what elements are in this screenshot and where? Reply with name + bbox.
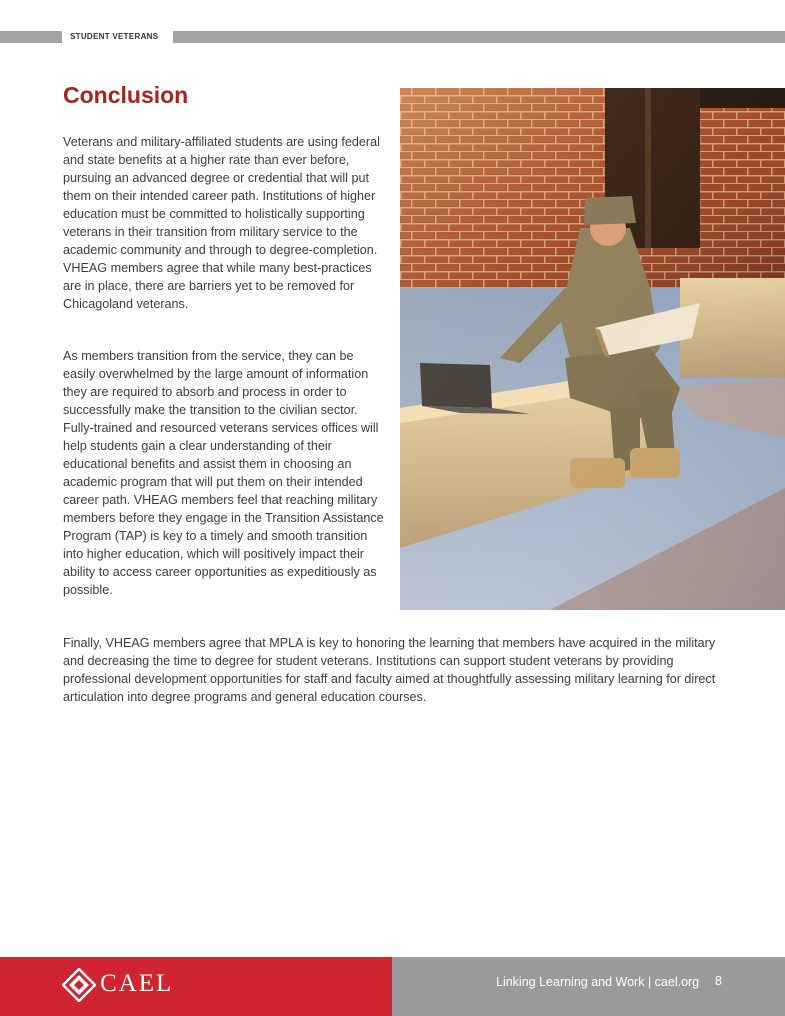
- page-number: 8: [715, 974, 722, 988]
- photo-soldier-laptop: [400, 88, 785, 610]
- header-bar-left: [0, 31, 62, 43]
- page-title: Conclusion: [63, 82, 189, 108]
- section-label: STUDENT VETERANS: [70, 32, 159, 41]
- cael-logo-text: CAEL: [100, 970, 174, 997]
- footer-red-band: [0, 957, 392, 1016]
- paragraph-transition: As members transition from the service, they can be easily overwhelmed by the large amount of information they are required to absorb and process in order to successfully make the transition to the civilian sector. Fully-trained and resourced veterans services offices will help students gain a clear understanding of their educational benefits and assist them in choosing an academic program that will put them on their intended career path. VHEAG members feel that reaching military members before they engage in the Transition Assistance Program (TAP) is key to a timely and smooth transition into higher education, which will positively impact their ability to access career opportunities as expeditiously as possible.: [63, 349, 384, 597]
- header-bar-right: [173, 31, 785, 43]
- paragraph-intro: Veterans and military-affiliated students are using federal and state benefits at a higher rate than ever before, pursuing an advanced degree or credential that will put them on their intended career path. Institutions of higher education must be committed to holistically supporting veterans in their transition from military service to the academic community and through to degree-completion. VHEAG members agree that while many best-practices are in place, there are barriers yet to be removed for Chicagoland veterans.: [63, 135, 380, 311]
- cael-diamond-icon: [62, 968, 96, 1002]
- cael-logo: [62, 968, 172, 1002]
- footer-tagline: Linking Learning and Work | cael.org: [496, 975, 700, 989]
- paragraph-finally: Finally, VHEAG members agree that MPLA is key to honoring the learning that members have acquired in the military and decreasing the time to degree for student veterans. Institutions can support student veterans by providing professional development opportunities for staff and faculty aimed at thoughtfully assessing military learning for direct articulation into degree programs and general education courses.: [63, 636, 716, 704]
